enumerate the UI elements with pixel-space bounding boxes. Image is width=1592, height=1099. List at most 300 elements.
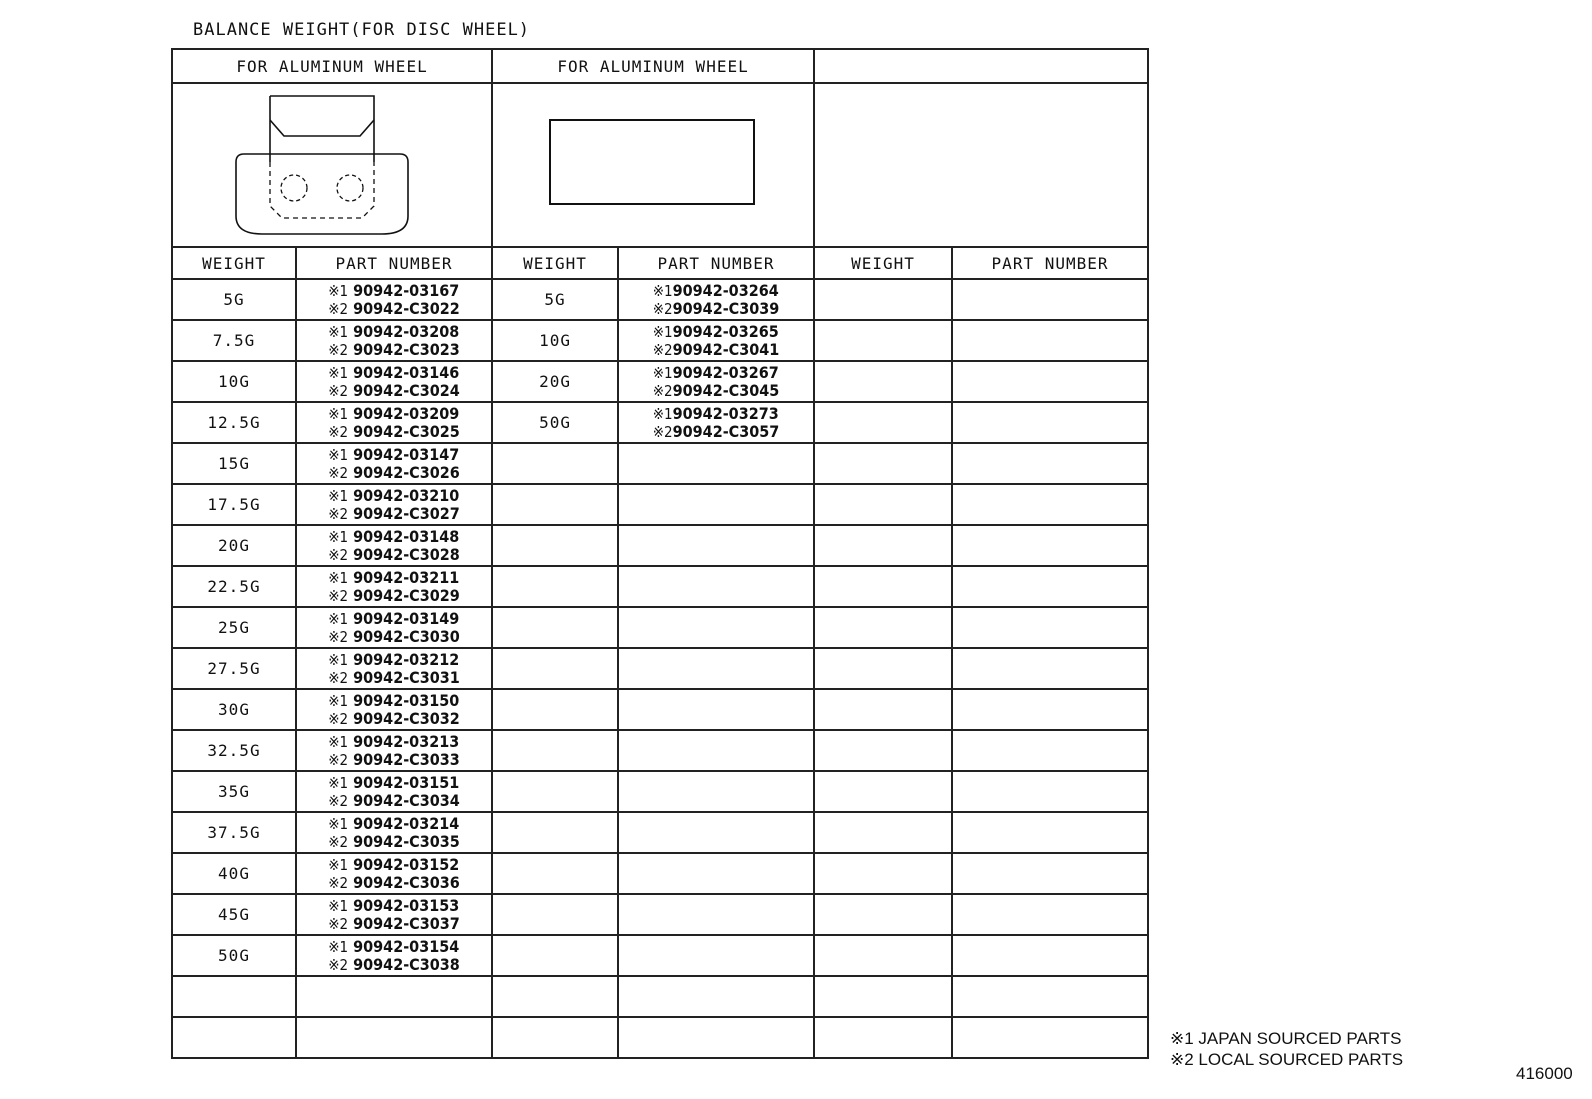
part-number-value: 90942-03153 [353, 895, 460, 915]
part-number-cell [296, 894, 492, 935]
part-number-line-japan [328, 856, 460, 874]
part-number-cell [618, 730, 814, 771]
part-number-line-japan [328, 938, 460, 956]
source-mark: ※2 [328, 668, 349, 687]
group-2-label: FOR ALUMINUM WHEEL [492, 49, 814, 83]
part-number-cell [618, 648, 814, 689]
part-number-line-local [653, 300, 780, 318]
weight-cell: 17.5G [172, 484, 296, 525]
adhesive-weight-drawing [548, 118, 758, 208]
part-number-value: 90942-C3028 [353, 544, 460, 564]
weight-cell: 10G [492, 320, 618, 361]
part-number-cell [952, 1017, 1148, 1058]
part-number-line-local [653, 382, 780, 400]
source-mark: ※2 [328, 832, 349, 851]
weight-cell [492, 894, 618, 935]
weight-cell: 30G [172, 689, 296, 730]
weight-cell [492, 443, 618, 484]
part-number-pair [653, 364, 780, 400]
part-number-value: 90942-03209 [353, 403, 460, 423]
part-number-cell [952, 402, 1148, 443]
part-number-value: 90942-03210 [353, 485, 460, 505]
part-number-cell [296, 525, 492, 566]
part-number-line-japan [328, 610, 460, 628]
source-mark: ※1 [652, 281, 673, 300]
source-mark: ※1 [652, 363, 673, 382]
part-number-pair [328, 774, 460, 810]
part-number-value: 90942-03214 [353, 813, 460, 833]
weight-cell [172, 1017, 296, 1058]
part-number-cell [296, 689, 492, 730]
part-number-cell [618, 771, 814, 812]
table-row [172, 484, 1148, 525]
source-mark: ※1 [328, 896, 349, 915]
part-number-cell [296, 607, 492, 648]
part-number-value: 90942-03167 [353, 280, 460, 300]
part-number-cell [952, 730, 1148, 771]
weight-cell [814, 853, 952, 894]
part-number-line-japan [328, 487, 460, 505]
source-mark: ※1 [328, 486, 349, 505]
illustration-row [172, 83, 1148, 247]
part-number-pair [328, 815, 460, 851]
part-number-cell [296, 976, 492, 1017]
weight-cell [814, 279, 952, 320]
part-number-line-local [328, 382, 460, 400]
part-number-value: 90942-C3057 [672, 421, 780, 441]
weight-cell [814, 935, 952, 976]
part-number-pair [653, 323, 780, 359]
part-number-cell [952, 812, 1148, 853]
part-number-value: 90942-C3026 [353, 462, 460, 482]
source-mark: ※1 [328, 404, 349, 423]
part-number-cell [618, 935, 814, 976]
weight-cell [814, 730, 952, 771]
part-number-value: 90942-C3034 [353, 790, 460, 810]
part-number-line-local [328, 341, 460, 359]
part-number-cell [296, 402, 492, 443]
column-header-row [172, 247, 1148, 279]
source-mark: ※1 [328, 527, 349, 546]
weight-cell [814, 443, 952, 484]
source-mark: ※2 [328, 627, 349, 646]
part-number-value: 90942-03146 [353, 362, 460, 382]
balance-weight-table [171, 48, 1149, 1059]
source-mark: ※1 [328, 855, 349, 874]
source-mark: ※1 [328, 773, 349, 792]
part-number-cell [618, 894, 814, 935]
part-number-value: 90942-03211 [353, 567, 460, 587]
source-mark: ※2 [328, 422, 349, 441]
part-number-line-local [328, 587, 460, 605]
part-number-value: 90942-C3036 [353, 872, 460, 892]
part-number-line-japan [328, 692, 460, 710]
weight-cell: 10G [172, 361, 296, 402]
part-number-pair [328, 733, 460, 769]
part-number-cell [952, 894, 1148, 935]
weight-cell [814, 484, 952, 525]
part-number-pair [328, 897, 460, 933]
weight-cell: 20G [172, 525, 296, 566]
weight-cell [492, 853, 618, 894]
group-header-row [172, 49, 1148, 83]
table-row [172, 443, 1148, 484]
source-mark: ※2 [328, 463, 349, 482]
source-mark: ※2 [652, 340, 673, 359]
part-number-pair [328, 692, 460, 728]
part-number-line-japan [328, 282, 460, 300]
part-number-value: 90942-03213 [353, 731, 460, 751]
part-number-line-japan [328, 815, 460, 833]
source-mark: ※1 [328, 568, 349, 587]
part-number-pair [328, 938, 460, 974]
weight-cell [492, 484, 618, 525]
part-number-line-local [328, 792, 460, 810]
table-row [172, 976, 1148, 1017]
source-mark: ※2 [328, 873, 349, 892]
part-number-line-local [328, 710, 460, 728]
part-number-line-local [653, 341, 780, 359]
source-mark: ※1 [328, 650, 349, 669]
part-number-cell [618, 689, 814, 730]
weight-cell: 50G [172, 935, 296, 976]
part-number-line-local [328, 751, 460, 769]
part-number-cell [296, 1017, 492, 1058]
part-number-value: 90942-03147 [353, 444, 460, 464]
table-row [172, 525, 1148, 566]
part-number-value: 90942-03150 [353, 690, 460, 710]
part-number-value: 90942-C3035 [353, 831, 460, 851]
weight-cell: 25G [172, 607, 296, 648]
part-number-value: 90942-03267 [672, 362, 779, 382]
source-mark: ※2 [328, 504, 349, 523]
part-number-cell [618, 361, 814, 402]
clip-on-weight-illustration [172, 83, 492, 247]
part-number-value: 90942-03151 [353, 772, 460, 792]
source-mark: ※2 [328, 299, 349, 318]
part-number-cell [296, 812, 492, 853]
part-number-cell [618, 976, 814, 1017]
part-number-cell [618, 853, 814, 894]
part-number-header-2: PART NUMBER [618, 247, 814, 279]
weight-cell [492, 566, 618, 607]
part-number-line-japan [328, 364, 460, 382]
weight-cell [814, 812, 952, 853]
weight-cell [814, 648, 952, 689]
part-number-cell [296, 320, 492, 361]
part-number-cell [618, 525, 814, 566]
part-number-line-japan [328, 446, 460, 464]
part-number-cell [952, 279, 1148, 320]
weight-cell [492, 525, 618, 566]
part-number-cell [952, 484, 1148, 525]
part-number-value: 90942-03273 [672, 403, 779, 423]
part-number-line-japan [653, 405, 780, 423]
weight-cell [814, 894, 952, 935]
part-number-line-local [328, 956, 460, 974]
part-number-value: 90942-C3027 [353, 503, 460, 523]
weight-cell: 50G [492, 402, 618, 443]
weight-cell: 15G [172, 443, 296, 484]
part-number-pair [653, 405, 780, 441]
weight-cell: 27.5G [172, 648, 296, 689]
weight-cell [492, 648, 618, 689]
weight-header-2: WEIGHT [492, 247, 618, 279]
part-number-value: 90942-C3037 [353, 913, 460, 933]
part-number-value: 90942-03149 [353, 608, 460, 628]
source-mark: ※2 [328, 381, 349, 400]
part-number-value: 90942-C3024 [353, 380, 460, 400]
part-number-line-japan [328, 405, 460, 423]
source-mark: ※2 [328, 750, 349, 769]
clip-weight-drawing [232, 84, 432, 242]
weight-cell [492, 689, 618, 730]
part-number-cell [952, 443, 1148, 484]
part-number-line-local [328, 915, 460, 933]
part-number-pair [328, 651, 460, 687]
part-number-cell [296, 443, 492, 484]
part-number-cell [296, 853, 492, 894]
part-number-line-local [653, 423, 780, 441]
part-number-cell [618, 484, 814, 525]
part-number-cell [618, 566, 814, 607]
part-number-line-local [328, 874, 460, 892]
part-number-value: 90942-C3033 [353, 749, 460, 769]
weight-cell: 12.5G [172, 402, 296, 443]
weight-cell [492, 771, 618, 812]
table-row [172, 894, 1148, 935]
weight-cell [492, 812, 618, 853]
weight-cell: 7.5G [172, 320, 296, 361]
part-number-line-japan [328, 323, 460, 341]
weight-header-1: WEIGHT [172, 247, 296, 279]
source-mark: ※2 [328, 545, 349, 564]
part-number-value: 90942-C3041 [672, 339, 780, 359]
table-row [172, 361, 1148, 402]
part-number-value: 90942-03208 [353, 321, 460, 341]
part-number-value: 90942-03264 [672, 280, 779, 300]
part-number-pair [653, 282, 780, 318]
source-mark: ※1 [328, 363, 349, 382]
part-number-line-japan [653, 364, 780, 382]
table-row [172, 853, 1148, 894]
source-mark: ※1 [328, 281, 349, 300]
part-number-cell [296, 484, 492, 525]
part-number-value: 90942-C3030 [353, 626, 460, 646]
weight-cell: 5G [492, 279, 618, 320]
part-number-line-japan [653, 323, 780, 341]
part-number-pair [328, 282, 460, 318]
diagram-code: 416000 [1516, 1064, 1573, 1083]
source-mark: ※2 [328, 914, 349, 933]
part-number-cell [952, 361, 1148, 402]
part-number-line-local [328, 669, 460, 687]
part-number-pair [328, 487, 460, 523]
part-number-value: 90942-03212 [353, 649, 460, 669]
weight-cell: 37.5G [172, 812, 296, 853]
part-number-value: 90942-C3023 [353, 339, 460, 359]
weight-cell [814, 607, 952, 648]
part-number-cell [952, 976, 1148, 1017]
part-number-cell [296, 648, 492, 689]
part-number-value: 90942-C3029 [353, 585, 460, 605]
source-mark: ※1 [328, 814, 349, 833]
adhesive-weight-illustration [492, 83, 814, 247]
part-number-value: 90942-03152 [353, 854, 460, 874]
table-row [172, 935, 1148, 976]
part-number-cell [296, 730, 492, 771]
part-number-pair [328, 610, 460, 646]
table-row [172, 607, 1148, 648]
part-number-cell [296, 771, 492, 812]
table-row [172, 648, 1148, 689]
part-number-pair [328, 405, 460, 441]
table-row [172, 1017, 1148, 1058]
weight-cell [814, 402, 952, 443]
table-row [172, 689, 1148, 730]
part-number-line-japan [328, 774, 460, 792]
part-number-cell [296, 361, 492, 402]
source-mark: ※2 [328, 340, 349, 359]
source-mark: ※1 [328, 691, 349, 710]
diagram-title: BALANCE WEIGHT(FOR DISC WHEEL) [193, 20, 531, 40]
part-number-value: 90942-03148 [353, 526, 460, 546]
part-number-cell [952, 566, 1148, 607]
part-number-line-japan [328, 897, 460, 915]
table-row [172, 771, 1148, 812]
part-number-cell [952, 935, 1148, 976]
weight-cell [172, 976, 296, 1017]
part-number-pair [328, 528, 460, 564]
weight-cell [814, 689, 952, 730]
table-row [172, 402, 1148, 443]
table-row [172, 279, 1148, 320]
source-mark: ※1 [328, 732, 349, 751]
weight-cell [814, 320, 952, 361]
part-number-pair [328, 856, 460, 892]
part-number-header-3: PART NUMBER [952, 247, 1148, 279]
part-number-cell [296, 566, 492, 607]
weight-cell [814, 361, 952, 402]
weight-cell [492, 935, 618, 976]
table-row [172, 320, 1148, 361]
part-number-line-local [328, 833, 460, 851]
part-number-line-local [328, 423, 460, 441]
part-number-cell [618, 1017, 814, 1058]
part-number-cell [952, 320, 1148, 361]
part-number-value: 90942-C3031 [353, 667, 460, 687]
source-mark: ※2 [328, 955, 349, 974]
part-number-cell [618, 279, 814, 320]
part-number-line-japan [328, 569, 460, 587]
weight-cell: 5G [172, 279, 296, 320]
part-number-cell [296, 279, 492, 320]
source-mark: ※2 [652, 381, 673, 400]
part-number-header-1: PART NUMBER [296, 247, 492, 279]
source-mark: ※2 [652, 299, 673, 318]
part-number-cell [952, 607, 1148, 648]
weight-cell [814, 566, 952, 607]
group-3-label [814, 49, 1148, 83]
part-number-value: 90942-C3045 [672, 380, 780, 400]
part-number-line-local [328, 505, 460, 523]
weight-cell: 22.5G [172, 566, 296, 607]
source-mark: ※1 [328, 937, 349, 956]
empty-illustration [814, 83, 1148, 247]
weight-cell: 40G [172, 853, 296, 894]
table-row [172, 812, 1148, 853]
note-japan-sourced: ※1 JAPAN SOURCED PARTS [1170, 1029, 1402, 1048]
part-number-pair [328, 323, 460, 359]
weight-cell [492, 1017, 618, 1058]
part-number-value: 90942-C3032 [353, 708, 460, 728]
part-number-pair [328, 569, 460, 605]
table-row [172, 566, 1148, 607]
weight-cell: 35G [172, 771, 296, 812]
part-number-line-japan [328, 733, 460, 751]
part-number-line-local [328, 628, 460, 646]
weight-cell [814, 525, 952, 566]
weight-cell [492, 976, 618, 1017]
source-mark: ※2 [328, 791, 349, 810]
part-number-value: 90942-C3025 [353, 421, 460, 441]
weight-header-3: WEIGHT [814, 247, 952, 279]
part-number-pair [328, 446, 460, 482]
source-mark: ※1 [328, 322, 349, 341]
part-number-line-japan [653, 282, 780, 300]
weight-cell: 32.5G [172, 730, 296, 771]
part-number-line-local [328, 300, 460, 318]
part-number-value: 90942-03265 [672, 321, 779, 341]
part-number-cell [618, 812, 814, 853]
source-mark: ※1 [328, 609, 349, 628]
weight-cell: 20G [492, 361, 618, 402]
part-number-value: 90942-C3039 [672, 298, 780, 318]
weight-cell [814, 1017, 952, 1058]
part-number-cell [618, 443, 814, 484]
part-number-value: 90942-C3038 [353, 954, 460, 974]
part-number-cell [618, 607, 814, 648]
part-number-cell [952, 525, 1148, 566]
part-number-cell [952, 771, 1148, 812]
part-number-line-local [328, 546, 460, 564]
source-mark: ※2 [328, 709, 349, 728]
part-number-cell [952, 689, 1148, 730]
part-number-cell [952, 648, 1148, 689]
source-notes [1170, 1028, 1403, 1070]
group-1-label: FOR ALUMINUM WHEEL [172, 49, 492, 83]
weight-cell [814, 976, 952, 1017]
note-local-sourced: ※2 LOCAL SOURCED PARTS [1170, 1050, 1404, 1069]
part-number-value: 90942-C3022 [353, 298, 460, 318]
part-number-pair [328, 364, 460, 400]
table-row [172, 730, 1148, 771]
part-number-line-japan [328, 528, 460, 546]
part-number-cell [296, 935, 492, 976]
source-mark: ※1 [328, 445, 349, 464]
source-mark: ※2 [652, 422, 673, 441]
part-number-cell [618, 320, 814, 361]
part-number-line-local [328, 464, 460, 482]
source-mark: ※2 [328, 586, 349, 605]
source-mark: ※1 [652, 322, 673, 341]
part-number-cell [952, 853, 1148, 894]
part-number-value: 90942-03154 [353, 936, 460, 956]
weight-cell [492, 730, 618, 771]
part-number-cell [618, 402, 814, 443]
source-mark: ※1 [652, 404, 673, 423]
weight-cell: 45G [172, 894, 296, 935]
